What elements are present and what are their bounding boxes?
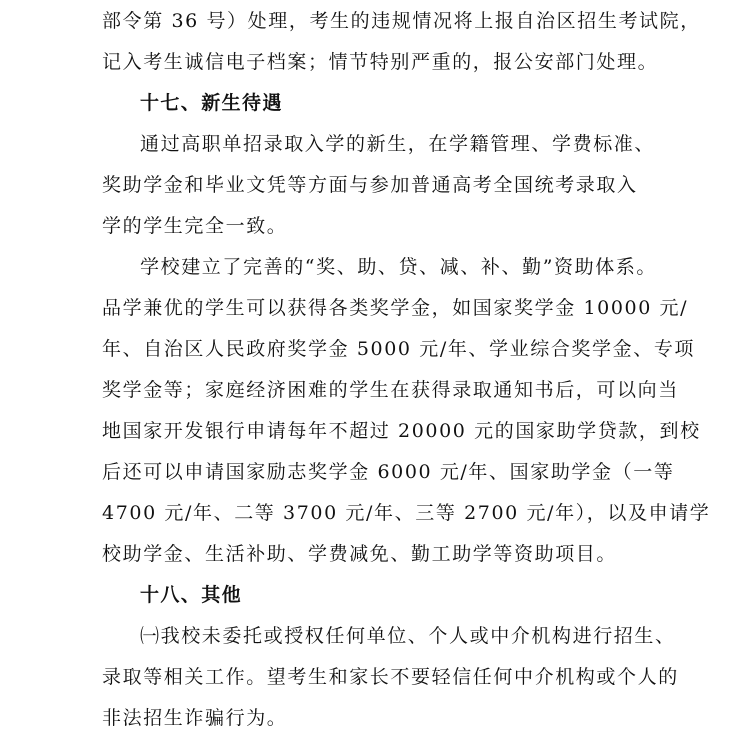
section-17-para2-line-8: 校助学金、生活补助、学费减免、勤工助学等资助项目。	[102, 543, 618, 565]
intro-line-2: 记入考生诚信电子档案；情节特别严重的，报公安部门处理。	[102, 51, 659, 73]
section-17-para2-line-4: 奖学金等；家庭经济困难的学生在获得录取通知书后，可以向当	[102, 379, 679, 401]
section-18-para1-line-2: 录取等相关工作。望考生和家长不要轻信任何中介机构或个人的	[102, 666, 679, 688]
section-17-para2-line-6: 后还可以申请国家励志奖学金 6000 元/年、国家助学金（一等	[102, 461, 675, 483]
section-17-para2-line-3: 年、自治区人民政府奖学金 5000 元/年、学业综合奖学金、专项	[102, 338, 696, 360]
section-17-para2-line-7: 4700 元/年、二等 3700 元/年、三等 2700 元/年），以及申请学	[102, 502, 711, 524]
section-18-para1-line-1: ㈠我校未委托或授权任何单位、个人或中介机构进行招生、	[140, 625, 676, 647]
section-17-para1-line-3: 学的学生完全一致。	[102, 215, 288, 237]
section-18-heading: 十八、其他	[140, 584, 243, 606]
section-17-para2-line-1: 学校建立了完善的“奖、助、贷、减、补、勤”资助体系。	[140, 256, 658, 278]
section-18-para1-line-3: 非法招生诈骗行为。	[102, 707, 288, 729]
section-17-para2-line-2: 品学兼优的学生可以获得各类奖学金，如国家奖学金 10000 元/	[102, 297, 689, 319]
section-17-heading: 十七、新生待遇	[140, 92, 283, 114]
intro-line-1: 部令第 36 号）处理，考生的违规情况将上报自治区招生考试院，	[102, 10, 701, 32]
section-17-para2-line-5: 地国家开发银行申请每年不超过 20000 元的国家助学贷款，到校	[102, 420, 701, 442]
section-17-para1-line-2: 奖助学金和毕业文凭等方面与参加普通高考全国统考录取入	[102, 174, 638, 196]
section-17-para1-line-1: 通过高职单招录取入学的新生，在学籍管理、学费标准、	[140, 133, 656, 155]
